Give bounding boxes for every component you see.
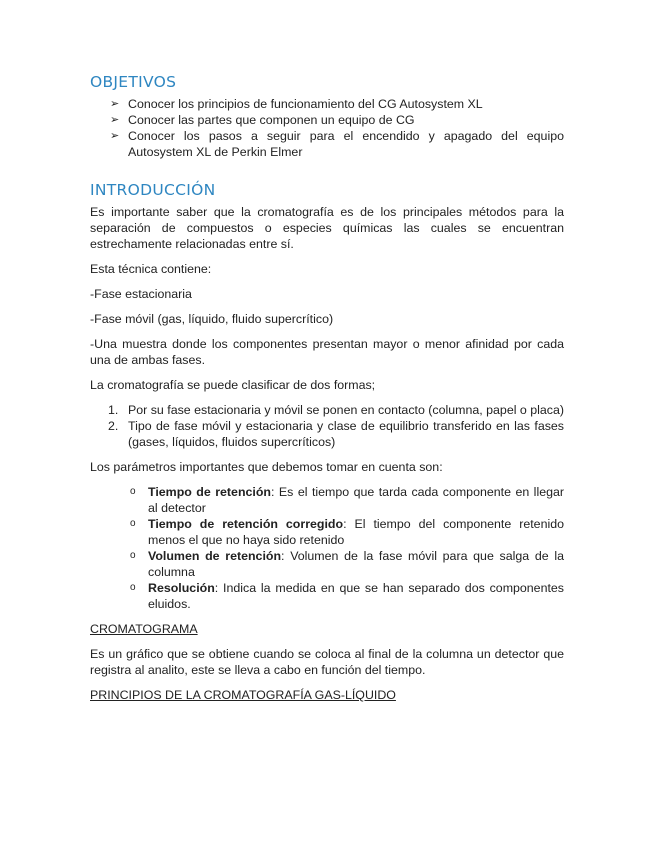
list-item <box>90 516 564 548</box>
circle-bullet-icon: o <box>130 486 136 497</box>
parameters-list <box>90 484 564 612</box>
cromatograma-heading: CROMATOGRAMA <box>90 622 198 636</box>
intro-paragraph: Esta técnica contiene: <box>90 262 212 276</box>
circle-bullet-icon: o <box>130 582 136 593</box>
list-item <box>90 580 564 612</box>
intro-paragraph: -Fase estacionaria <box>90 287 192 301</box>
list-item <box>90 548 564 580</box>
parameter-term: Volumen de retención <box>148 549 282 563</box>
list-item: 2. Tipo de fase móvil y estacionaria y clase de equilibrio transferido en las fases (gases, líquidos, fluidos supercríticos) <box>108 419 564 449</box>
parameter-term: Tiempo de retención corregido <box>148 517 344 531</box>
list-item: ➢ Conocer los principios de funcionamiento del CG Autosystem XL <box>110 97 483 111</box>
list-item <box>90 484 564 516</box>
intro-paragraph: -Una muestra donde los componentes presentan mayor o menor afinidad por cada una de ambas fases. <box>90 337 564 367</box>
parameter-desc: : Volumen de la fase móvil para que salga de la columna <box>148 549 564 579</box>
arrow-bullet-icon: ➢ <box>110 114 120 126</box>
parameter-desc: : Es el tiempo que tarda cada componente en llegar al detector <box>148 485 564 515</box>
list-item: ➢ Conocer las partes que componen un equipo de CG <box>110 113 415 127</box>
circle-bullet-icon: o <box>130 518 136 529</box>
parameter-desc: : Indica la medida en que se han separado dos componentes eluidos. <box>148 581 564 611</box>
document-content <box>90 74 564 712</box>
classification-list <box>90 402 564 450</box>
parameter-desc: : El tiempo del componente retenido menos el que no haya sido retenido <box>148 517 564 547</box>
circle-bullet-icon: o <box>130 550 136 561</box>
arrow-bullet-icon: ➢ <box>110 130 120 142</box>
cromatograma-paragraph: Es un gráfico que se obtiene cuando se coloca al final de la columna un detector que registra al analito, este se lleva a cabo en función del tiempo. <box>90 647 564 677</box>
intro-paragraph: Es importante saber que la cromatografía es de los principales métodos para la separación de compuestos o especies químicas las cuales se encuentran estrechamente relacionadas entre sí. <box>90 205 564 251</box>
arrow-bullet-icon: ➢ <box>110 98 120 110</box>
objetivos-heading: OBJETIVOS <box>90 73 177 91</box>
principios-heading: PRINCIPIOS DE LA CROMATOGRAFÍA GAS-LÍQUIDO <box>90 688 396 702</box>
parameter-term: Tiempo de retención <box>148 485 271 499</box>
list-item: ➢ Conocer los pasos a seguir para el encendido y apagado del equipo Autosystem XL de Perkin Elmer <box>110 129 564 159</box>
objetivos-list <box>90 96 564 160</box>
introduccion-heading: INTRODUCCIÓN <box>90 181 216 199</box>
list-item: 1. Por su fase estacionaria y móvil se ponen en contacto (columna, papel o placa) <box>108 403 564 417</box>
parameter-term: Resolución <box>148 581 215 595</box>
intro-paragraph: La cromatografía se puede clasificar de dos formas; <box>90 378 376 392</box>
intro-paragraph: -Fase móvil (gas, líquido, fluido supercrítico) <box>90 312 334 326</box>
intro-paragraph: Los parámetros importantes que debemos tomar en cuenta son: <box>90 460 443 474</box>
